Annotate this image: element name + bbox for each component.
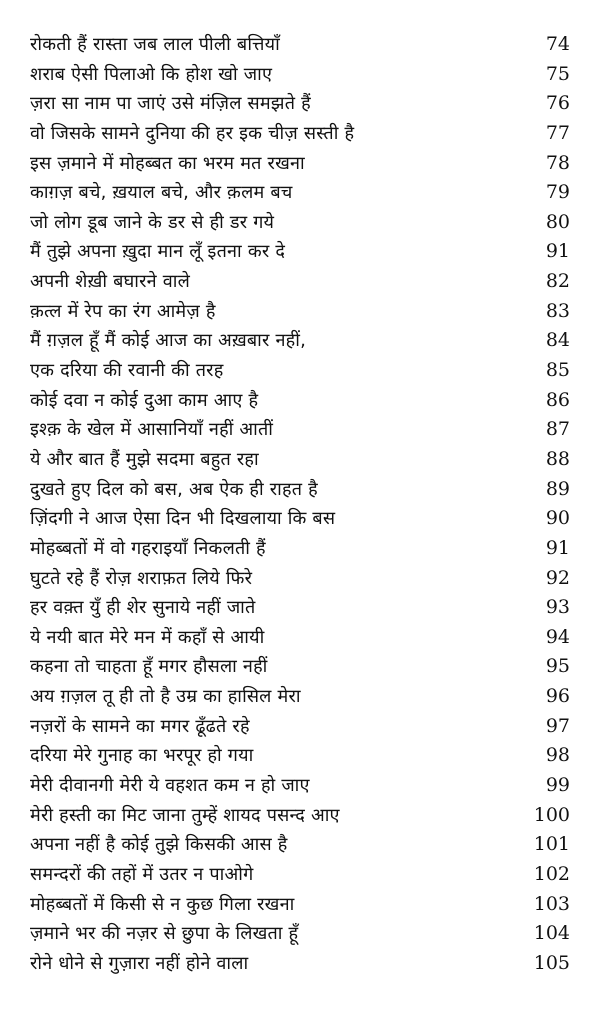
toc-entry: [0, 771, 600, 801]
entry-page-number: 85: [545, 359, 570, 382]
entry-title: इस ज़माने में मोहब्बत का भरम मत रखना: [30, 152, 305, 174]
toc-entry: [0, 801, 600, 831]
toc-entry: [0, 386, 600, 416]
toc-entry: [0, 593, 600, 623]
entry-title: ज़रा सा नाम पा जाएं उसे मंज़िल समझते हैं: [30, 93, 311, 115]
entry-page-number: 83: [545, 299, 570, 322]
toc-entry: [0, 564, 600, 594]
entry-page-number: 78: [545, 151, 570, 174]
entry-title: नज़रों के सामने का मगर ढूँढते रहे: [30, 715, 250, 737]
entry-page-number: 100: [533, 803, 570, 826]
toc-entry: [0, 652, 600, 682]
entry-title: रोकती हैं रास्ता जब लाल पीली बत्तियाँ: [30, 34, 280, 55]
toc-entry: [0, 890, 600, 920]
toc-entry: [0, 297, 600, 327]
table-of-contents: [0, 30, 600, 979]
entry-page-number: 90: [545, 507, 570, 530]
entry-page-number: 87: [545, 418, 570, 441]
entry-page-number: 104: [533, 922, 570, 945]
entry-title: क़त्ल में रेप का रंग आमेज़ है: [30, 300, 216, 322]
toc-entry: [0, 830, 600, 860]
toc-entry: [0, 475, 600, 505]
entry-title: जो लोग डूब जाने के डर से ही डर गये: [30, 211, 275, 233]
toc-entry: [0, 267, 600, 297]
toc-entry: [0, 89, 600, 119]
entry-page-number: 95: [545, 655, 570, 678]
entry-page-number: 86: [545, 388, 570, 411]
toc-entry: [0, 712, 600, 742]
entry-title: इश्क़ के खेल में आसानियाँ नहीं आतीं: [30, 419, 274, 441]
toc-entry: [0, 534, 600, 564]
toc-entry: [0, 741, 600, 771]
entry-page-number: 75: [545, 62, 570, 85]
entry-page-number: 96: [545, 685, 570, 708]
entry-page-number: 76: [545, 92, 570, 115]
entry-title: घुटते रहे हैं रोज़ शराफ़त लिये फिरे: [30, 567, 253, 589]
entry-title: ज़िंदगी ने आज ऐसा दिन भी दिखलाया कि बस: [30, 508, 336, 530]
entry-page-number: 102: [533, 862, 570, 885]
entry-title: हर वक़्त युँ ही शेर सुनाये नहीं जाते: [30, 597, 256, 619]
entry-page-number: 82: [545, 270, 570, 293]
entry-title: वो जिसके सामने दुनिया की हर इक चीज़ सस्ती है: [30, 122, 355, 144]
toc-entry: [0, 504, 600, 534]
entry-page-number: 74: [545, 33, 570, 55]
entry-page-number: 94: [545, 625, 570, 648]
toc-entry: [0, 60, 600, 90]
entry-title: मैं तुझे अपना ख़ुदा मान लूँ इतना कर दे: [30, 241, 286, 263]
toc-entry: [0, 682, 600, 712]
toc-entry: [0, 119, 600, 149]
entry-title: समन्दरों की तहों में उतर न पाओगे: [30, 863, 254, 885]
toc-entry: [0, 326, 600, 356]
toc-entry: [0, 237, 600, 267]
entry-title: ये नयी बात मेरे मन में कहाँ से आयी: [30, 626, 265, 648]
toc-entry: [0, 445, 600, 475]
entry-page-number: 93: [545, 596, 570, 619]
entry-page-number: 88: [545, 447, 570, 470]
entry-page-number: 99: [545, 774, 570, 797]
entry-title: रोने धोने से गुज़ारा नहीं होने वाला: [30, 952, 249, 974]
entry-title: अय ग़ज़ल तू ही तो है उम्र का हासिल मेरा: [30, 686, 301, 708]
entry-title: काग़ज़ बचे, ख़याल बचे, और क़लम बच: [30, 182, 293, 204]
toc-entry: [0, 860, 600, 890]
entry-title: मेरी हस्ती का मिट जाना तुम्हें शायद पसन्द आए: [30, 804, 340, 826]
toc-entry: [0, 30, 600, 60]
toc-entry: [0, 178, 600, 208]
entry-title: अपनी शेख़ी बघारने वाले: [30, 271, 191, 293]
toc-entry: [0, 356, 600, 386]
entry-page-number: 89: [545, 477, 570, 500]
entry-page-number: 79: [545, 181, 570, 204]
entry-title: दरिया मेरे गुनाह का भरपूर हो गया: [30, 745, 254, 767]
entry-page-number: 105: [533, 951, 570, 974]
entry-title: दुखते हुए दिल को बस, अब ऐक ही राहत है: [30, 478, 318, 500]
entry-page-number: 84: [545, 329, 570, 352]
entry-page-number: 80: [545, 210, 570, 233]
entry-title: मोहब्बतों में किसी से न कुछ गिला रखना: [30, 893, 295, 915]
toc-entry: [0, 949, 600, 979]
entry-title: कोई दवा न कोई दुआ काम आए है: [30, 389, 259, 411]
entry-title: अपना नहीं है कोई तुझे किसकी आस है: [30, 834, 288, 856]
entry-title: ज़माने भर की नज़र से छुपा के लिखता हूँ: [30, 923, 299, 945]
entry-title: एक दरिया की रवानी की तरह: [30, 360, 224, 382]
entry-page-number: 91: [545, 536, 570, 559]
entry-page-number: 98: [545, 744, 570, 767]
entry-page-number: 92: [545, 566, 570, 589]
toc-entry: [0, 208, 600, 238]
entry-page-number: 97: [545, 714, 570, 737]
toc-entry: [0, 415, 600, 445]
entry-page-number: 101: [533, 833, 570, 856]
toc-entry: [0, 919, 600, 949]
entry-page-number: 91: [545, 240, 570, 263]
entry-title: ये और बात हैं मुझे सदमा बहुत रहा: [30, 448, 259, 470]
entry-title: मोहब्बतों में वो गहराइयाँ निकलती हैं: [30, 537, 266, 559]
toc-entry: [0, 623, 600, 653]
entry-page-number: 103: [533, 892, 570, 915]
entry-title: मैं ग़ज़ल हूँ मैं कोई आज का अख़बार नहीं,: [30, 330, 307, 352]
entry-title: शराब ऐसी पिलाओ कि होश खो जाए: [30, 63, 273, 85]
toc-entry: [0, 149, 600, 179]
entry-page-number: 77: [545, 121, 570, 144]
entry-title: कहना तो चाहता हूँ मगर हौसला नहीं: [30, 656, 268, 678]
entry-title: मेरी दीवानगी मेरी ये वहशत कम न हो जाए: [30, 775, 310, 797]
